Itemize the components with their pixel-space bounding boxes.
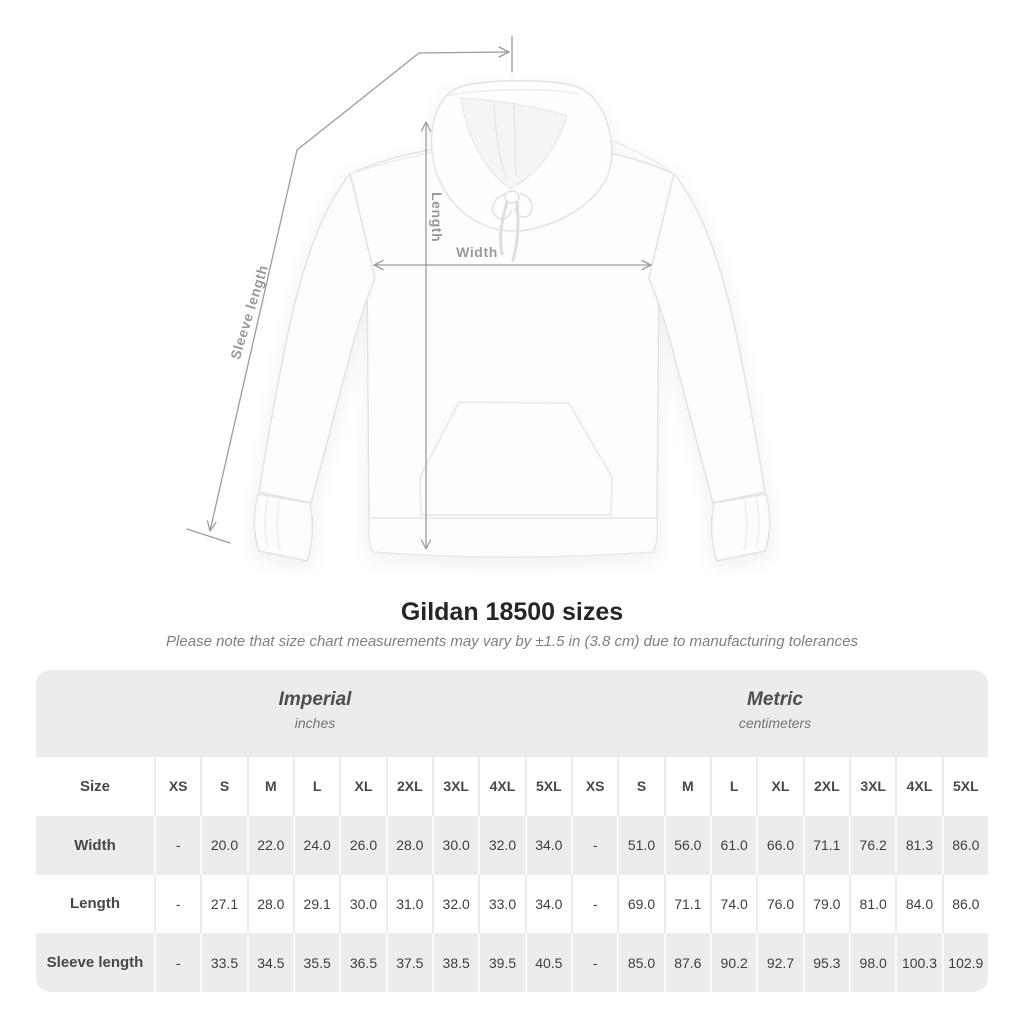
metric-label: Metric [747, 689, 803, 710]
cell-value: 29.1 [293, 875, 339, 934]
size-col-header: 2XL [803, 757, 849, 816]
cell-value: 37.5 [386, 933, 432, 992]
cell-value: 36.5 [339, 933, 385, 992]
cell-value: 32.0 [432, 875, 478, 934]
width-measure-label: Width [456, 244, 498, 260]
row-label: Width [74, 836, 116, 854]
size-col-header: M [247, 757, 293, 816]
cell-value: 84.0 [895, 875, 941, 934]
size-grid [36, 757, 988, 992]
size-col-header: XL [756, 757, 802, 816]
cell-value: 56.0 [664, 816, 710, 875]
size-col-header: XS [571, 757, 617, 816]
tolerance-note: Please note that size chart measurements may vary by ±1.5 in (3.8 cm) due to manufacturing tolerances [166, 633, 858, 650]
cell-value: 100.3 [895, 933, 941, 992]
row-label: Length [70, 895, 120, 913]
hoodie-illustration [254, 81, 769, 561]
cell-value: 71.1 [664, 875, 710, 934]
cell-value: 102.9 [942, 933, 988, 992]
size-col-header: 3XL [849, 757, 895, 816]
cell-value: 30.0 [339, 875, 385, 934]
size-col-header: S [200, 757, 246, 816]
cell-value: 28.0 [386, 816, 432, 875]
size-table [36, 670, 988, 992]
cell-value: 28.0 [247, 875, 293, 934]
cell-value: 74.0 [710, 875, 756, 934]
cell-value: 27.1 [200, 875, 246, 934]
cell-value: 20.0 [200, 816, 246, 875]
hoodie-left-cuff [254, 494, 312, 561]
size-col-header: XL [339, 757, 385, 816]
cell-value: 33.5 [200, 933, 246, 992]
size-col-header: 3XL [432, 757, 478, 816]
cell-value: - [154, 816, 200, 875]
length-measure-label: Length [429, 192, 445, 243]
unit-header-band [36, 670, 988, 757]
cell-value: 39.5 [478, 933, 524, 992]
cell-value: - [571, 933, 617, 992]
cell-value: - [571, 875, 617, 934]
table-row [36, 875, 988, 934]
cell-value: 34.5 [247, 933, 293, 992]
cell-value: 32.0 [478, 816, 524, 875]
cell-value: 31.0 [386, 875, 432, 934]
cell-value: 76.0 [756, 875, 802, 934]
table-row [36, 816, 988, 875]
hoodie-left-sleeve [259, 174, 375, 503]
cell-value: 61.0 [710, 816, 756, 875]
imperial-sublabel: inches [294, 715, 336, 731]
size-col-header: L [710, 757, 756, 816]
cell-value: 33.0 [478, 875, 524, 934]
cell-value: 95.3 [803, 933, 849, 992]
cell-value: - [154, 933, 200, 992]
cell-value: 35.5 [293, 933, 339, 992]
hoodie-hem-band [369, 518, 658, 557]
cell-value: 71.1 [803, 816, 849, 875]
table-row [36, 933, 988, 992]
row-label: Sleeve length [46, 954, 144, 972]
size-col-header: 5XL [525, 757, 571, 816]
size-col-header: XS [154, 757, 200, 816]
page-title: Gildan 18500 sizes [400, 598, 624, 626]
cell-value: - [154, 875, 200, 934]
table-row [36, 757, 988, 816]
cell-value: 69.0 [617, 875, 663, 934]
cell-value: 51.0 [617, 816, 663, 875]
cell-value: 30.0 [432, 816, 478, 875]
cell-value: 38.5 [432, 933, 478, 992]
cell-value: 26.0 [339, 816, 385, 875]
imperial-header-group [279, 689, 352, 731]
cell-value: 24.0 [293, 816, 339, 875]
hoodie-right-cuff [712, 494, 770, 561]
cell-value: 76.2 [849, 816, 895, 875]
metric-header-group [739, 689, 811, 731]
metric-sublabel: centimeters [738, 715, 812, 731]
cell-value: 81.3 [895, 816, 941, 875]
size-col-header: L [293, 757, 339, 816]
imperial-label: Imperial [278, 689, 352, 710]
cell-value: - [571, 816, 617, 875]
cell-value: 87.6 [664, 933, 710, 992]
cell-value: 34.0 [525, 875, 571, 934]
cell-value: 92.7 [756, 933, 802, 992]
cell-value: 34.0 [525, 816, 571, 875]
cell-value: 85.0 [617, 933, 663, 992]
cell-value: 86.0 [942, 875, 988, 934]
size-col-header: 5XL [942, 757, 988, 816]
size-col-header: S [617, 757, 663, 816]
cell-value: 98.0 [849, 933, 895, 992]
cell-value: 66.0 [756, 816, 802, 875]
cell-value: 40.5 [525, 933, 571, 992]
cell-value: 90.2 [710, 933, 756, 992]
size-col-header: 4XL [478, 757, 524, 816]
hoodie-right-sleeve [649, 174, 765, 503]
size-col-header: 2XL [386, 757, 432, 816]
cell-value: 81.0 [849, 875, 895, 934]
corner-header: Size [79, 777, 110, 795]
size-col-header: 4XL [895, 757, 941, 816]
cell-value: 86.0 [942, 816, 988, 875]
size-col-header: M [664, 757, 710, 816]
sleeve-length-measure-label: Sleeve length [227, 262, 271, 362]
cell-value: 22.0 [247, 816, 293, 875]
cell-value: 79.0 [803, 875, 849, 934]
